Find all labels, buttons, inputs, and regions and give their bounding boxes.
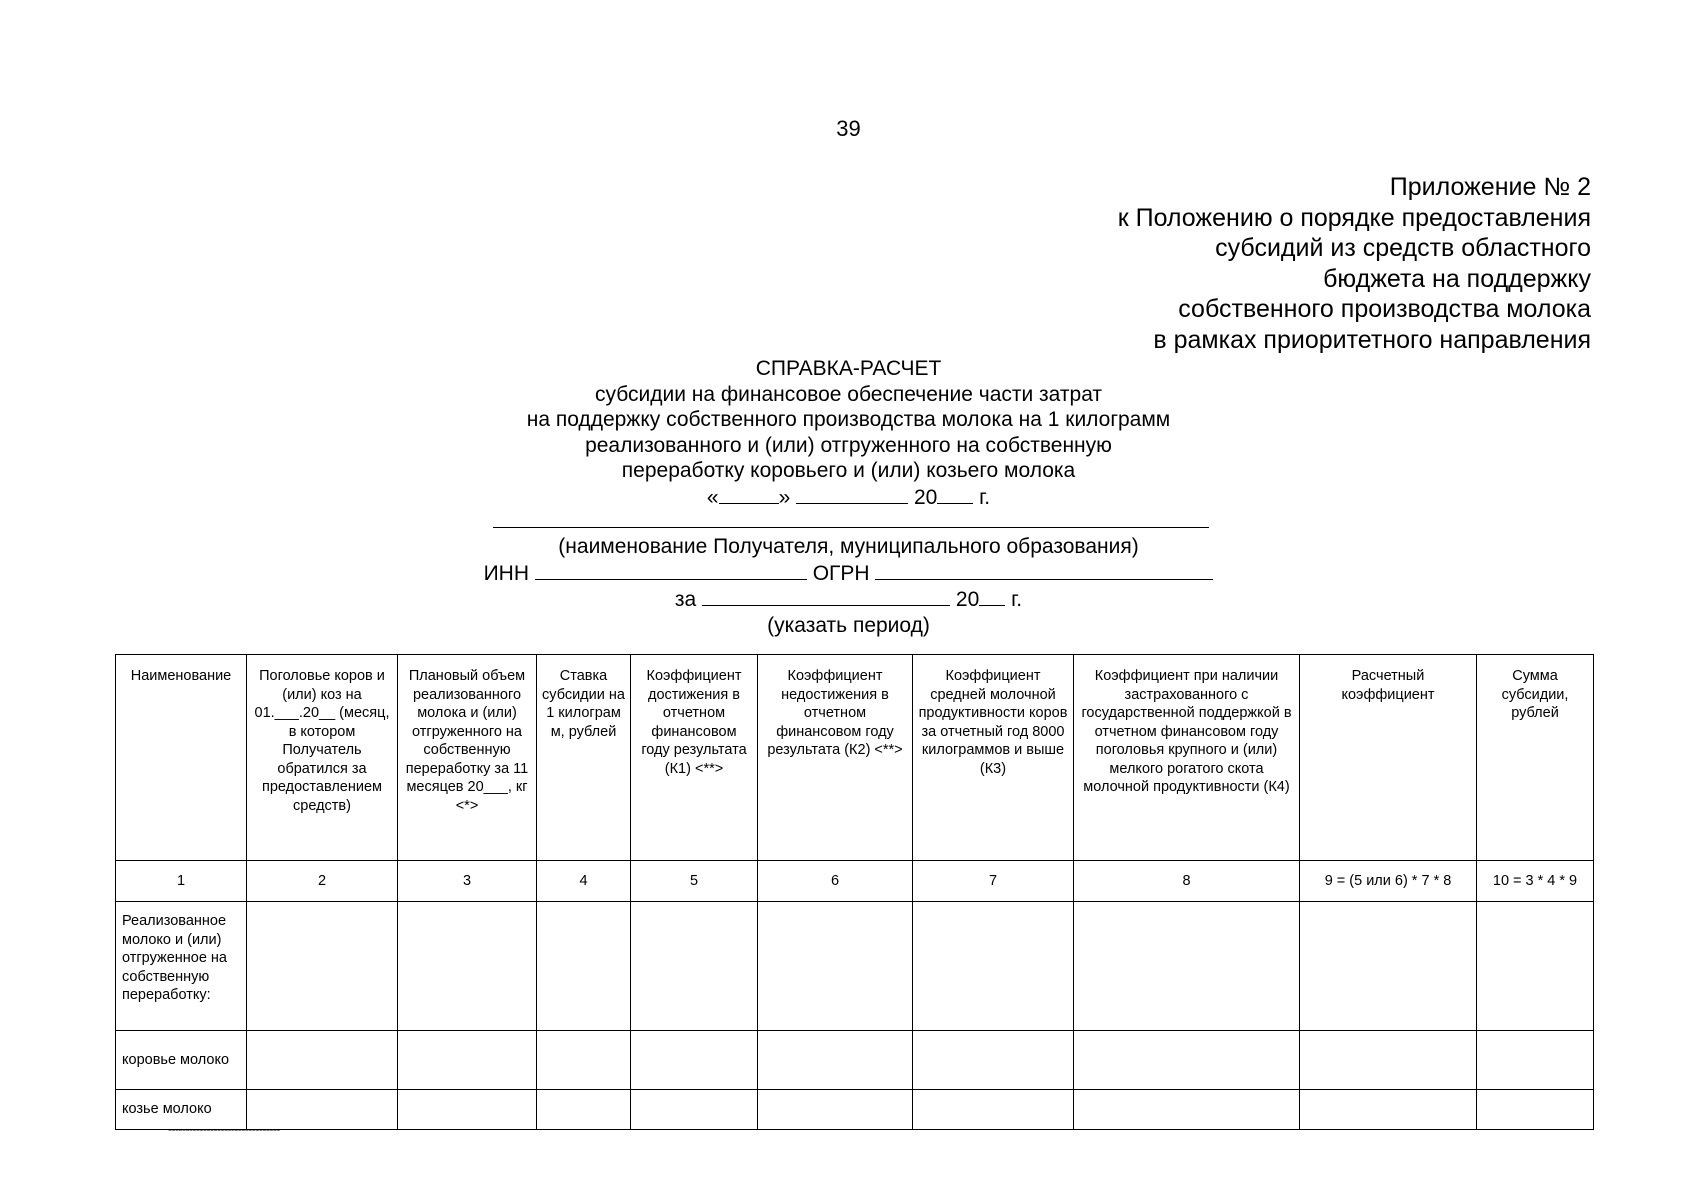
- period-year-blank[interactable]: [979, 586, 1005, 606]
- table-cell[interactable]: [631, 902, 758, 1031]
- table-cell[interactable]: [758, 1031, 913, 1090]
- column-header: Коэффициент средней молочной продуктивности коров за отчетный год 8000 килограммов и выше (К3): [913, 655, 1074, 861]
- appendix-line: бюджета на поддержку: [1323, 264, 1591, 293]
- appendix-line: Приложение № 2: [1389, 173, 1591, 201]
- title-line: переработку коровьего и (или) козьего молока: [621, 459, 1076, 483]
- period-field[interactable]: [702, 586, 950, 606]
- period-prefix: за: [674, 588, 697, 612]
- date-close-quote: »: [778, 485, 791, 509]
- appendix-block: [891, 172, 1591, 355]
- title-line: субсидии на финансовое обеспечение части затрат: [594, 382, 1103, 406]
- row-label: коровье молоко: [116, 1031, 247, 1090]
- inn-ogrn-line: [0, 560, 1697, 587]
- title-line: СПРАВКА-РАСЧЕТ: [755, 357, 942, 380]
- table-header-row: [116, 655, 1594, 861]
- appendix-line: к Положению о порядке предоставления: [1117, 203, 1591, 232]
- column-number: 10 = 3 * 4 * 9: [1477, 861, 1594, 902]
- year-suffix: г.: [979, 485, 991, 509]
- table-cell[interactable]: [1477, 1090, 1594, 1130]
- column-number: 6: [758, 861, 913, 902]
- inn-field[interactable]: [535, 560, 807, 580]
- column-header: Коэффициент достижения в отчетном финансовом году результата (К1) <**>: [631, 655, 758, 861]
- table-cell[interactable]: [913, 1031, 1074, 1090]
- column-number: 9 = (5 или 6) * 7 * 8: [1300, 861, 1477, 902]
- period-line: [0, 586, 1697, 613]
- column-number: 5: [631, 861, 758, 902]
- column-number: 3: [398, 861, 537, 902]
- footnote-separator: --------------------------------: [168, 1122, 280, 1136]
- column-header: Сумма субсидии, рублей: [1477, 655, 1594, 861]
- column-header: Плановый объем реализованного молока и (или) отгруженного на собственную переработку за 11 месяцев 20___, кг <*>: [398, 655, 537, 861]
- title-line: реализованного и (или) отгруженного на собственную: [585, 433, 1112, 457]
- table-cell[interactable]: [1074, 1031, 1300, 1090]
- table-cell[interactable]: [913, 1090, 1074, 1130]
- title-line: на поддержку собственного производства молока на 1 килограмм: [526, 408, 1171, 432]
- table-cell[interactable]: [247, 902, 398, 1031]
- column-header: Расчетный коэффициент: [1300, 655, 1477, 861]
- table-cell[interactable]: [537, 902, 631, 1031]
- date-open-quote: «: [706, 485, 719, 509]
- appendix-line: в рамках приоритетного направления: [1153, 325, 1591, 354]
- period-suffix: г.: [1011, 588, 1023, 612]
- row-label: Реализованное молоко и (или) отгруженное на собственную переработку:: [116, 902, 247, 1031]
- ogrn-label: ОГРН: [812, 561, 870, 585]
- day-blank[interactable]: [719, 484, 779, 504]
- document-title: [0, 356, 1697, 511]
- column-header: Наименование: [116, 655, 247, 861]
- table-cell[interactable]: [631, 1090, 758, 1130]
- period-year-prefix: 20: [955, 588, 980, 612]
- table-cell[interactable]: [758, 902, 913, 1031]
- table-cell[interactable]: [758, 1090, 913, 1130]
- appendix-line: субсидий из средств областного: [1215, 234, 1591, 262]
- appendix-line: собственного производства молока: [1178, 295, 1591, 323]
- table-cell[interactable]: [1074, 1090, 1300, 1130]
- inn-label: ИНН: [483, 561, 529, 585]
- table-cell[interactable]: [398, 1090, 537, 1130]
- table-cell[interactable]: [913, 902, 1074, 1031]
- recipient-caption: (наименование Получателя, муниципального образования): [558, 535, 1139, 558]
- column-number: 2: [247, 861, 398, 902]
- column-header: Коэффициент недостижения в отчетном финансовом году результата (К2) <**>: [758, 655, 913, 861]
- table-cell[interactable]: [398, 902, 537, 1031]
- column-header: Коэффициент при наличии застрахованного с государственной поддержкой в отчетном финансовом году поголовья крупного и (или) мелкого рогатого скота молочной продуктивности (К4): [1074, 655, 1300, 861]
- month-blank[interactable]: [796, 484, 908, 504]
- table-row: [116, 1031, 1594, 1090]
- ogrn-field[interactable]: [875, 560, 1213, 580]
- column-number: 7: [913, 861, 1074, 902]
- table-cell[interactable]: [1300, 1090, 1477, 1130]
- table-cell[interactable]: [537, 1031, 631, 1090]
- table-cell[interactable]: [247, 1031, 398, 1090]
- column-header: Поголовье коров и (или) коз на 01.___.20__ (месяц, в котором Получатель обратился за предоставлением средств): [247, 655, 398, 861]
- recipient-name-line[interactable]: [493, 527, 1209, 528]
- table-row: [116, 902, 1594, 1031]
- year-prefix: 20: [913, 485, 938, 509]
- page-number: 39: [836, 116, 861, 141]
- table-cell[interactable]: [1300, 902, 1477, 1031]
- recipient-block: [0, 534, 1697, 638]
- table-cell[interactable]: [537, 1090, 631, 1130]
- period-caption: (указать период): [767, 613, 930, 637]
- row-label: козье молоко: [116, 1090, 247, 1130]
- table-cell[interactable]: [1477, 902, 1594, 1031]
- calculation-table: [115, 654, 1594, 1130]
- table-cell[interactable]: [398, 1031, 537, 1090]
- table-cell[interactable]: [1300, 1031, 1477, 1090]
- column-number: 4: [537, 861, 631, 902]
- column-number: 8: [1074, 861, 1300, 902]
- column-number: 1: [116, 861, 247, 902]
- date-line: [0, 484, 1697, 511]
- table-cell[interactable]: [1477, 1031, 1594, 1090]
- column-number-row: [116, 861, 1594, 902]
- column-header: Ставка субсидии на 1 килограм м, рублей: [537, 655, 631, 861]
- year-blank[interactable]: [937, 484, 973, 504]
- table-cell[interactable]: [631, 1031, 758, 1090]
- table-cell[interactable]: [1074, 902, 1300, 1031]
